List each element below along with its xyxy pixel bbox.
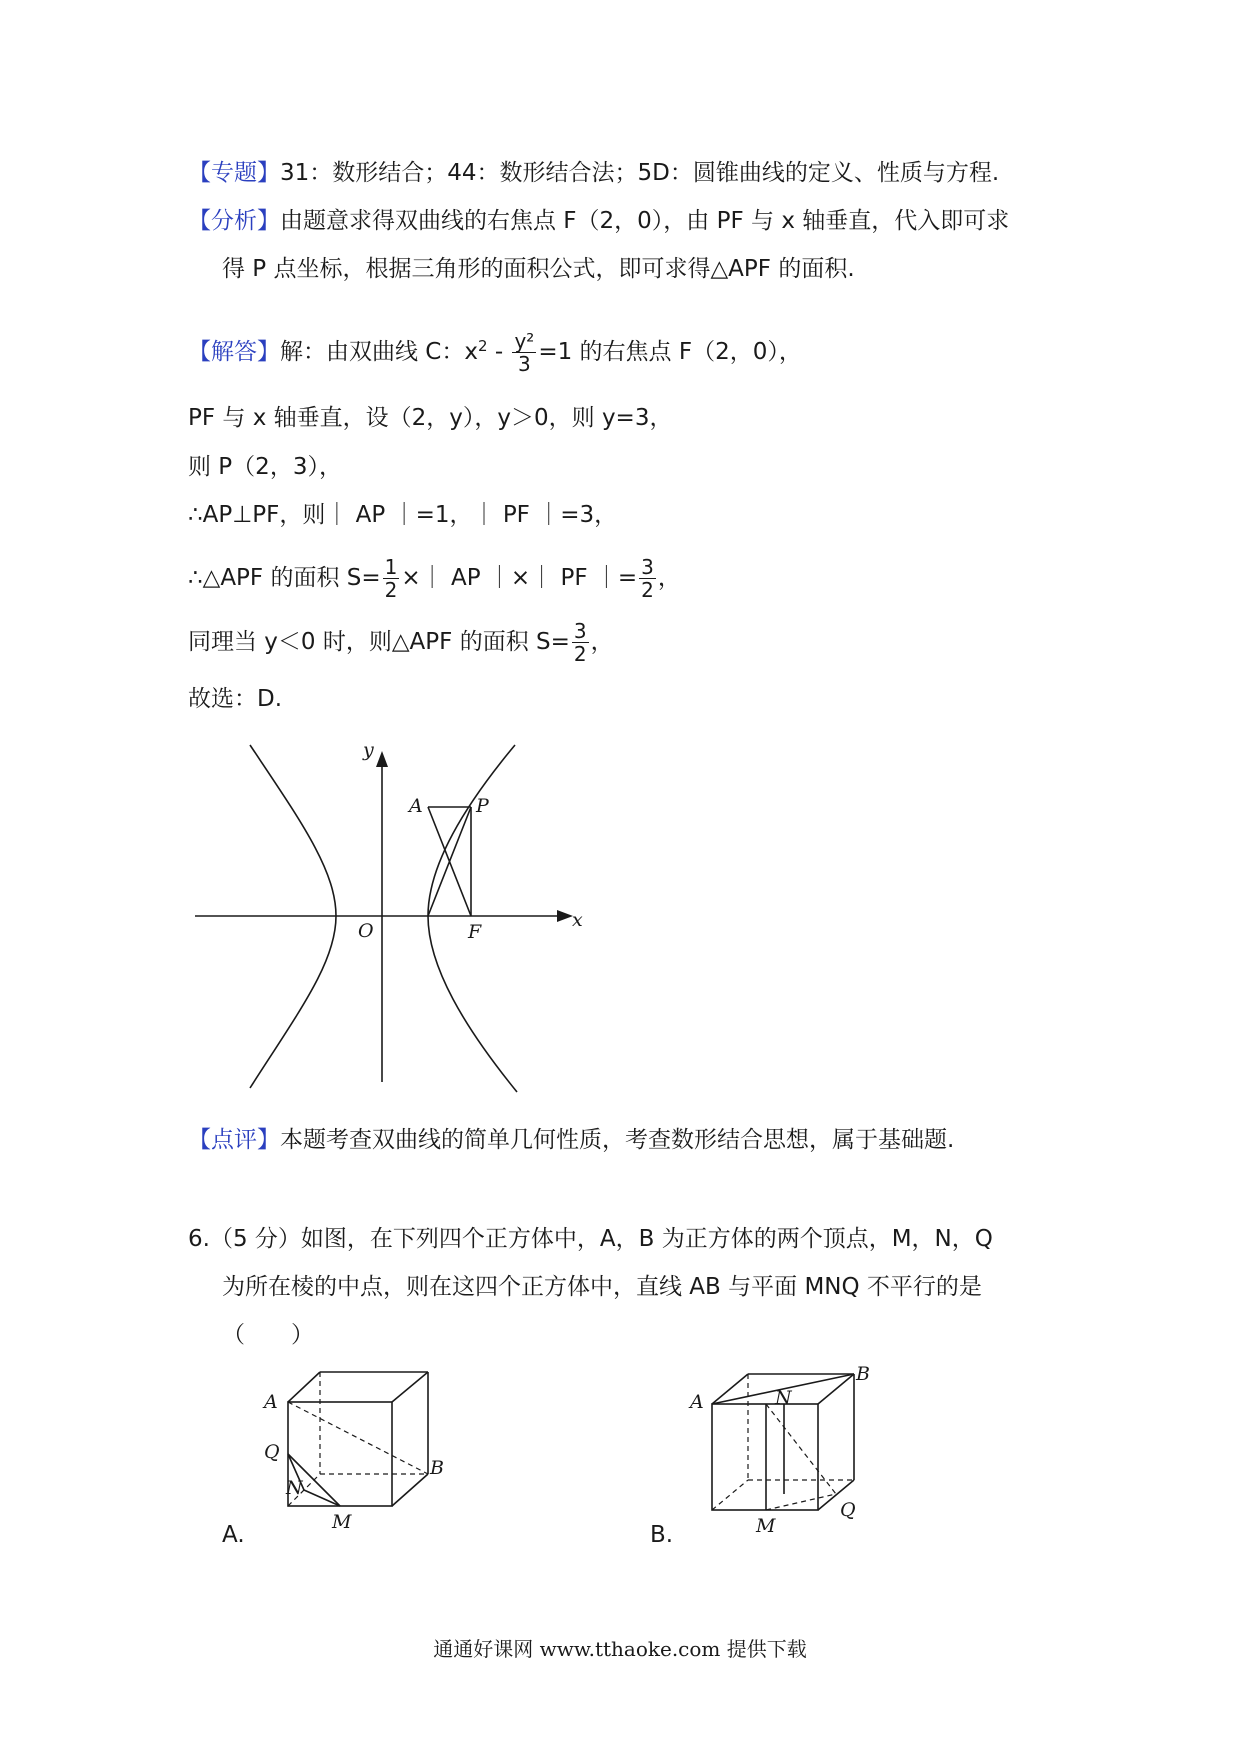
cube-a-edge-tr (392, 1372, 428, 1402)
y-axis-arrow (376, 751, 388, 767)
step4-fraction-1-den: 2 (384, 578, 398, 602)
cube-a-label-n: N (286, 1477, 303, 1499)
cube-a-label-q: Q (264, 1441, 280, 1463)
fraction-numerator: y² (514, 329, 535, 353)
label-x: x (572, 909, 583, 931)
step5-fraction (572, 620, 589, 665)
step4-text-b: ×｜ AP ｜×｜ PF ｜= (401, 565, 638, 591)
answer-tag: 【解答】 (188, 339, 280, 365)
step4-text-a: ∴△APF 的面积 S= (188, 565, 381, 591)
answer-step-1: PF 与 x 轴垂直，设（2，y），y＞0，则 y=3， (188, 405, 673, 431)
fraction-denominator: 3 (518, 352, 531, 376)
cube-a-segment-ab (288, 1402, 428, 1474)
step5-fraction-num: 3 (573, 619, 587, 643)
step4-fraction-2-den: 2 (641, 578, 654, 602)
topic-tag: 【专题】 (188, 160, 280, 186)
answer-step-3: ∴AP⊥PF，则｜ AP ｜=1，｜ PF ｜=3， (188, 502, 618, 528)
question6-line-2: 为所在棱的中点，则在这四个正方体中，直线 AB 与平面 MNQ 不平行的是 (222, 1274, 982, 1300)
cube-a-edge-tl (288, 1372, 320, 1402)
analysis-text-1: 由题意求得双曲线的右焦点 F（2，0），由 PF 与 x 轴垂直，代入即可求 (280, 208, 1010, 234)
label-f: F (468, 921, 482, 943)
step5-text-a: 同理当 y＜0 时，则△APF 的面积 S= (188, 629, 570, 655)
answer-tail: =1 的右焦点 F（2，0）， (538, 339, 802, 365)
comment-line (188, 1125, 954, 1155)
cube-b-label-q: Q (840, 1499, 856, 1521)
cube-a-option-label: A. (222, 1522, 245, 1548)
cube-a-label-m: M (332, 1511, 352, 1533)
cube-a-label-a: A (264, 1391, 278, 1413)
cube-a-label-b: B (430, 1457, 444, 1479)
answer-step-2: 则 P（2，3）， (188, 454, 342, 480)
analysis-line-2: 得 P 点坐标，根据三角形的面积公式，即可求得△APF 的面积. (222, 256, 855, 282)
answer-step-6: 故选：D. (188, 686, 283, 712)
analysis-tag: 【分析】 (188, 208, 280, 234)
cube-b-front-face (712, 1404, 818, 1510)
label-a: A (409, 795, 423, 817)
x-axis-arrow (557, 910, 573, 922)
answer-intro: 解：由双曲线 C：x (280, 339, 478, 365)
cube-b-hidden-edge (712, 1480, 748, 1510)
cube-a-edge-br (392, 1474, 428, 1506)
step4-fraction-1-num: 1 (384, 555, 398, 579)
answer-line-1 (188, 330, 802, 375)
topic-line (188, 158, 999, 188)
page-footer: 通通好课网 www.tthaoke.com 提供下载 (433, 1637, 807, 1661)
cube-b-option-label: B. (650, 1522, 674, 1548)
question6-line-3: （ ） (222, 1322, 314, 1348)
analysis-line-1 (188, 206, 1009, 236)
step4-fraction-2-num: 3 (641, 555, 654, 579)
answer-fraction (512, 330, 536, 375)
answer-square: 2 (477, 337, 488, 355)
label-p: P (476, 795, 489, 817)
question6-line-1: 6.（5 分）如图，在下列四个正方体中，A，B 为正方体的两个顶点，M，N，Q (188, 1226, 993, 1252)
comment-tag: 【点评】 (188, 1127, 280, 1153)
step4-fraction-1 (383, 556, 400, 601)
step5-text-c: ， (590, 629, 614, 655)
comment-text: 本题考查双曲线的简单几何性质，考查数形结合思想，属于基础题. (280, 1127, 955, 1153)
cube-b-segment-mq (766, 1494, 836, 1510)
cube-b-label-b: B (856, 1363, 870, 1385)
cube-b-label-m: M (756, 1515, 776, 1537)
hyperbola-right-branch (428, 745, 517, 1092)
answer-step-5 (188, 620, 614, 665)
answer-step-4 (188, 556, 681, 601)
step4-fraction-2 (639, 556, 656, 601)
cube-b-label-n: N (775, 1387, 792, 1409)
cube-a-segment-nm (304, 1490, 340, 1506)
label-o: O (358, 920, 374, 942)
cube-b-figure (685, 1360, 925, 1540)
answer-minus: - (487, 339, 511, 365)
step4-text-c: ， (657, 565, 681, 591)
cube-a-figure (255, 1360, 495, 1540)
topic-text: 31：数形结合；44：数形结合法；5D：圆锥曲线的定义、性质与方程. (280, 160, 1000, 186)
hyperbola-figure (190, 735, 590, 1095)
step5-fraction-den: 2 (573, 642, 587, 666)
label-y: y (363, 739, 374, 761)
cube-b-label-a: A (690, 1391, 704, 1413)
